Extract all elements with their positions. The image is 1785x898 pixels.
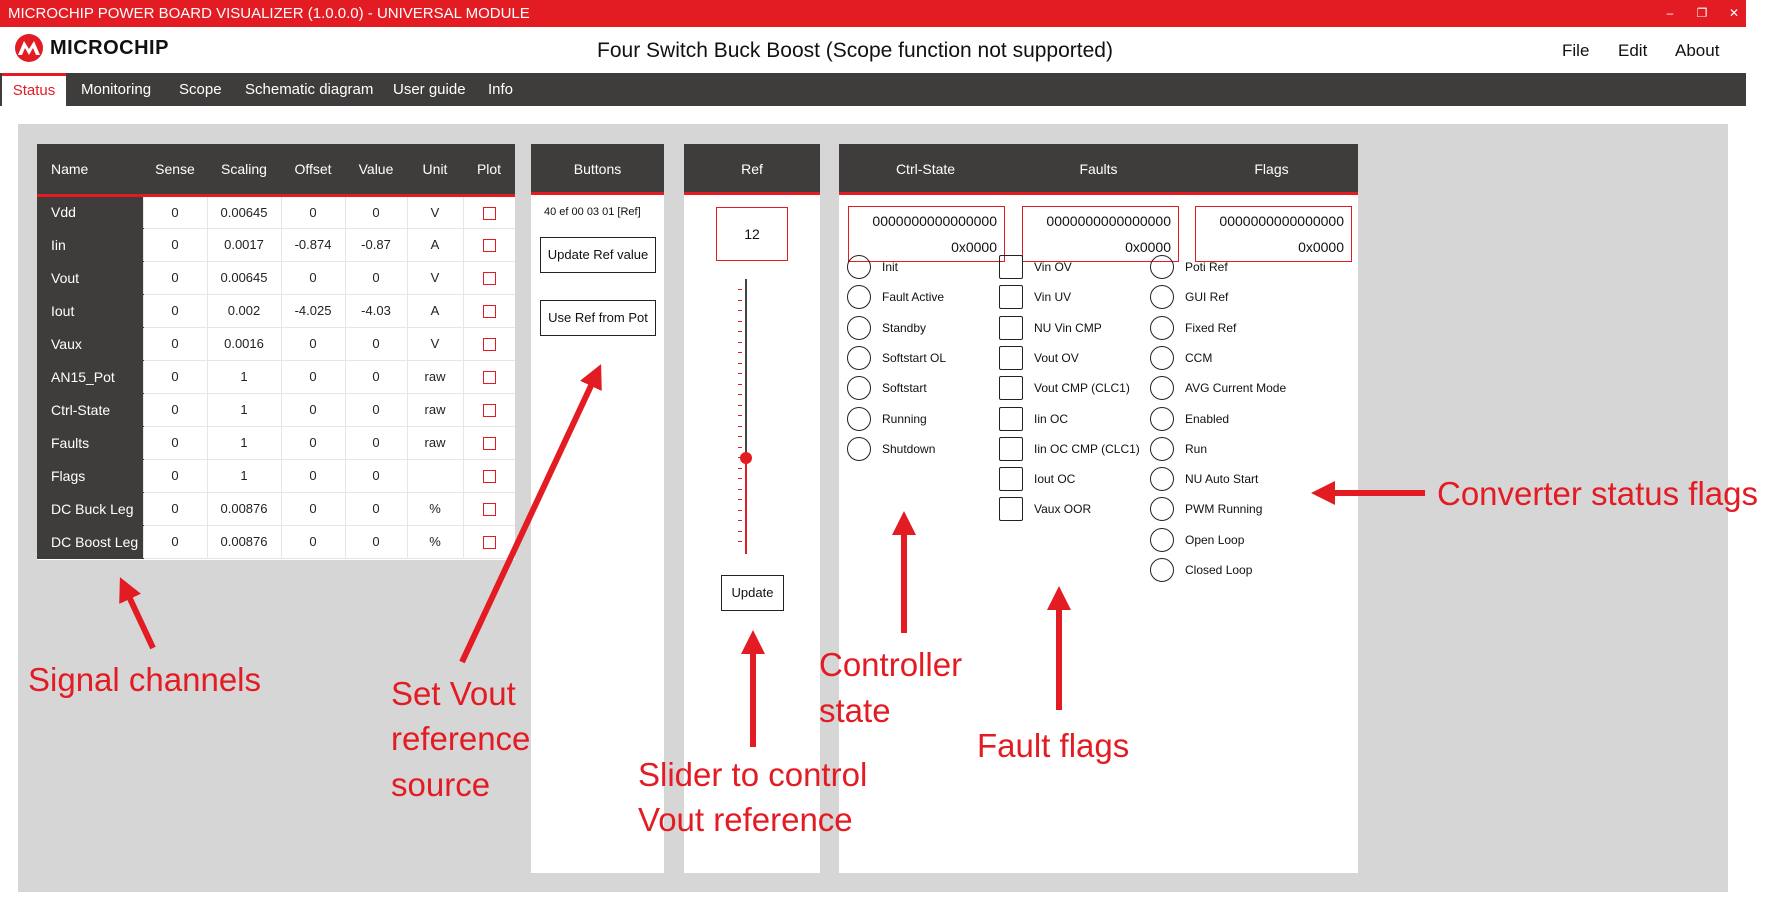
menu-edit[interactable]: Edit xyxy=(1618,41,1648,60)
col-sense: Sense xyxy=(143,144,207,195)
table-row xyxy=(37,294,515,327)
plot-checkbox[interactable] xyxy=(483,371,496,384)
signal-name: Vdd xyxy=(37,195,143,228)
ctrl-state-hex: 0x0000 xyxy=(951,239,997,255)
annotation-slider-line2: Vout reference xyxy=(638,801,853,838)
restore-icon[interactable]: ❐ xyxy=(1696,6,1708,20)
annotation-slider-line1: Slider to control xyxy=(638,756,868,793)
ctrl-state-bits: 0000000000000000 xyxy=(872,213,997,229)
fault-label: Vin UV xyxy=(1034,290,1072,305)
ctrl-state-item xyxy=(847,315,926,341)
signal-unit: raw xyxy=(407,393,463,426)
signal-unit xyxy=(407,459,463,492)
fault-item xyxy=(999,284,1071,310)
signal-plot-cell xyxy=(463,492,515,525)
fault-item xyxy=(999,254,1072,280)
ctrl-state-item xyxy=(847,345,946,371)
ctrl-state-item xyxy=(847,375,927,401)
slider-tick xyxy=(738,373,742,374)
fault-checkbox-icon xyxy=(999,346,1023,370)
slider-tick xyxy=(738,289,742,290)
ctrl-state-indicator-icon xyxy=(847,437,871,461)
flag-item xyxy=(1150,527,1244,553)
slider-tick xyxy=(738,405,742,406)
signal-unit: V xyxy=(407,195,463,228)
slider-tick xyxy=(738,342,742,343)
signal-value: 0 xyxy=(345,393,407,426)
flag-indicator-icon xyxy=(1150,558,1174,582)
signal-scaling: 0.00876 xyxy=(207,492,281,525)
ref-command-text: 40 ef 00 03 01 [Ref] xyxy=(544,206,641,218)
slider-tick xyxy=(738,426,742,427)
flags-hex: 0x0000 xyxy=(1298,239,1344,255)
fault-checkbox-icon xyxy=(999,467,1023,491)
fault-label: Iin OC xyxy=(1034,411,1069,426)
signal-unit: A xyxy=(407,228,463,261)
plot-checkbox[interactable] xyxy=(483,338,496,351)
signal-plot-cell xyxy=(463,294,515,327)
flag-label: Closed Loop xyxy=(1185,563,1253,577)
flag-label: CCM xyxy=(1185,350,1213,365)
fault-item xyxy=(999,436,1140,462)
signal-unit: A xyxy=(407,294,463,327)
flag-label: Fixed Ref xyxy=(1185,320,1237,335)
fault-label: NU Vin CMP xyxy=(1034,320,1102,335)
annotation-controller-line1: Controller xyxy=(819,646,963,683)
signal-offset: 0 xyxy=(281,360,345,393)
signal-scaling: 0.002 xyxy=(207,294,281,327)
signal-offset: 0 xyxy=(281,525,345,558)
signal-plot-cell xyxy=(463,426,515,459)
fault-checkbox-icon xyxy=(999,255,1023,279)
status-flags-header xyxy=(839,144,1358,195)
fault-label: Vaux OOR xyxy=(1034,502,1092,517)
signal-name: AN15_Pot xyxy=(37,360,143,393)
fault-label: Vout OV xyxy=(1034,350,1079,365)
signal-sense: 0 xyxy=(143,525,207,558)
tab-schematic-diagram[interactable]: Schematic diagram xyxy=(245,81,374,98)
ctrl-state-item xyxy=(847,436,935,462)
fault-checkbox-icon xyxy=(999,497,1023,521)
signal-value: 0 xyxy=(345,525,407,558)
ctrl-state-indicator-icon xyxy=(847,407,871,431)
ref-panel-title: Ref xyxy=(684,144,820,195)
menu-file[interactable]: File xyxy=(1562,41,1590,60)
signal-value: 0 xyxy=(345,195,407,228)
slider-track-upper xyxy=(745,279,747,458)
tab-bar xyxy=(0,73,1746,106)
signal-scaling: 0.00645 xyxy=(207,195,281,228)
signal-offset: 0 xyxy=(281,261,345,294)
flag-label: Open Loop xyxy=(1185,532,1245,547)
flag-item xyxy=(1150,254,1228,280)
signal-offset: 0 xyxy=(281,459,345,492)
signal-sense: 0 xyxy=(143,228,207,261)
menu-about[interactable]: About xyxy=(1675,41,1720,60)
signal-offset: 0 xyxy=(281,393,345,426)
flag-label: NU Auto Start xyxy=(1185,472,1259,487)
signal-unit: raw xyxy=(407,360,463,393)
ctrl-state-label: Running xyxy=(882,411,927,426)
update-ref-value-button[interactable]: Update Ref value xyxy=(540,237,656,273)
buttons-panel-title: Buttons xyxy=(531,144,664,195)
tab-info[interactable]: Info xyxy=(488,81,514,98)
signal-sense: 0 xyxy=(143,294,207,327)
table-row xyxy=(37,393,515,426)
flag-label: Enabled xyxy=(1185,411,1230,426)
signal-offset: 0 xyxy=(281,327,345,360)
slider-tick xyxy=(738,415,742,416)
signal-unit: V xyxy=(407,327,463,360)
flag-item xyxy=(1150,315,1236,341)
close-icon[interactable]: ✕ xyxy=(1728,6,1740,20)
plot-checkbox[interactable] xyxy=(483,404,496,417)
slider-tick xyxy=(738,321,742,322)
table-row xyxy=(37,492,515,525)
signal-offset: 0 xyxy=(281,426,345,459)
annotation-set-vout-line3: source xyxy=(391,766,491,803)
slider-tick xyxy=(738,499,742,500)
signal-unit: V xyxy=(407,261,463,294)
slider-tick xyxy=(738,489,742,490)
fault-item xyxy=(999,496,1091,522)
signal-name: Vaux xyxy=(37,327,143,360)
slider-tick xyxy=(738,300,742,301)
use-ref-from-pot-button[interactable]: Use Ref from Pot xyxy=(540,300,656,336)
signal-scaling: 0.00876 xyxy=(207,525,281,558)
signal-table xyxy=(37,144,515,560)
window-title: MICROCHIP POWER BOARD VISUALIZER (1.0.0.0) - UNIVERSAL MODULE xyxy=(8,5,530,22)
ctrl-state-label: Fault Active xyxy=(882,290,945,305)
signal-value: 0 xyxy=(345,360,407,393)
flag-item xyxy=(1150,496,1262,522)
signal-plot-cell xyxy=(463,195,515,228)
ctrl-state-label: Init xyxy=(882,260,899,274)
signal-scaling: 0.00645 xyxy=(207,261,281,294)
signal-scaling: 1 xyxy=(207,426,281,459)
plot-checkbox[interactable] xyxy=(483,536,496,549)
signal-unit: raw xyxy=(407,426,463,459)
slider-tick xyxy=(738,363,742,364)
ctrl-state-item xyxy=(847,254,898,280)
table-row xyxy=(37,426,515,459)
signal-scaling: 1 xyxy=(207,459,281,492)
flag-label: Poti Ref xyxy=(1185,260,1228,274)
table-row xyxy=(37,327,515,360)
annotation-set-vout-line2: reference xyxy=(391,720,531,757)
signal-plot-cell xyxy=(463,525,515,558)
ctrl-state-item xyxy=(847,284,944,310)
ref-value-display: 12 xyxy=(716,207,788,261)
signal-sense: 0 xyxy=(143,459,207,492)
slider-tick xyxy=(738,478,742,479)
ctrl-state-title: Ctrl-State xyxy=(895,161,956,177)
signal-plot-cell xyxy=(463,360,515,393)
slider-track-lower xyxy=(745,458,747,554)
faults-hex: 0x0000 xyxy=(1125,239,1171,255)
flag-item xyxy=(1150,375,1286,401)
faults-title: Faults xyxy=(1079,161,1118,177)
flag-item xyxy=(1150,284,1228,310)
signal-unit: % xyxy=(407,525,463,558)
signal-sense: 0 xyxy=(143,327,207,360)
col-offset: Offset xyxy=(281,144,345,195)
ctrl-state-indicator-icon xyxy=(847,316,871,340)
ctrl-state-indicator-icon xyxy=(847,285,871,309)
flag-item xyxy=(1150,345,1212,371)
flag-indicator-icon xyxy=(1150,376,1174,400)
signal-sense: 0 xyxy=(143,492,207,525)
table-row xyxy=(37,261,515,294)
signal-scaling: 1 xyxy=(207,393,281,426)
slider-tick xyxy=(738,447,742,448)
signal-offset: 0 xyxy=(281,492,345,525)
fault-item xyxy=(999,466,1075,492)
signal-value: 0 xyxy=(345,426,407,459)
table-row xyxy=(37,228,515,261)
app-header xyxy=(0,27,1746,73)
fault-item xyxy=(999,406,1068,432)
signal-plot-cell xyxy=(463,393,515,426)
ctrl-state-label: Shutdown xyxy=(882,441,936,456)
fault-item xyxy=(999,375,1130,401)
signal-unit: % xyxy=(407,492,463,525)
signal-name: Vout xyxy=(37,261,143,294)
signal-offset: 0 xyxy=(281,195,345,228)
plot-checkbox[interactable] xyxy=(483,239,496,252)
annotation-set-vout-line1: Set Vout xyxy=(391,675,516,712)
flag-item xyxy=(1150,406,1229,432)
signal-value: -0.87 xyxy=(345,228,407,261)
signal-name: Flags xyxy=(37,459,143,492)
col-unit: Unit xyxy=(407,144,463,195)
flag-indicator-icon xyxy=(1150,528,1174,552)
slider-tick xyxy=(738,541,742,542)
flag-label: GUI Ref xyxy=(1185,290,1229,305)
signal-plot-cell xyxy=(463,261,515,294)
signal-value: 0 xyxy=(345,492,407,525)
slider-tick xyxy=(738,520,742,521)
fault-item xyxy=(999,315,1102,341)
slider-tick xyxy=(738,468,742,469)
fault-checkbox-icon xyxy=(999,285,1023,309)
signal-value: 0 xyxy=(345,459,407,492)
signal-scaling: 1 xyxy=(207,360,281,393)
signal-plot-cell xyxy=(463,459,515,492)
ctrl-state-item xyxy=(847,406,927,432)
tab-status[interactable]: Status xyxy=(2,73,66,106)
tab-monitoring[interactable]: Monitoring xyxy=(81,81,152,98)
fault-item xyxy=(999,345,1079,371)
slider-tick xyxy=(738,531,742,532)
annotation-signal-channels: Signal channels xyxy=(28,661,261,698)
plot-checkbox[interactable] xyxy=(483,503,496,516)
slider-tick xyxy=(738,384,742,385)
flag-item xyxy=(1150,436,1207,462)
slider-tick xyxy=(738,310,742,311)
ctrl-state-indicator-icon xyxy=(847,346,871,370)
col-plot: Plot xyxy=(463,144,515,195)
col-name: Name xyxy=(37,144,143,195)
table-row xyxy=(37,195,515,228)
signal-offset: -4.025 xyxy=(281,294,345,327)
tab-user-guide[interactable]: User guide xyxy=(393,81,466,98)
ctrl-state-indicator-icon xyxy=(847,376,871,400)
page-title: Four Switch Buck Boost (Scope function not supported) xyxy=(597,39,1113,62)
table-row xyxy=(37,459,515,492)
fault-checkbox-icon xyxy=(999,316,1023,340)
plot-checkbox[interactable] xyxy=(483,305,496,318)
minimize-icon[interactable]: – xyxy=(1666,6,1674,20)
slider-tick xyxy=(738,436,742,437)
table-row xyxy=(37,525,515,558)
slider-tick xyxy=(738,352,742,353)
flag-indicator-icon xyxy=(1150,437,1174,461)
signal-name: Ctrl-State xyxy=(37,393,143,426)
plot-checkbox[interactable] xyxy=(483,437,496,450)
signal-value: 0 xyxy=(345,261,407,294)
signal-name: Iin xyxy=(37,228,143,261)
signal-plot-cell xyxy=(463,327,515,360)
fault-checkbox-icon xyxy=(999,376,1023,400)
fault-checkbox-icon xyxy=(999,437,1023,461)
signal-name: Iout xyxy=(37,294,143,327)
plot-checkbox[interactable] xyxy=(483,470,496,483)
flag-indicator-icon xyxy=(1150,467,1174,491)
signal-offset: -0.874 xyxy=(281,228,345,261)
col-value: Value xyxy=(345,144,407,195)
fault-label: Iout OC xyxy=(1034,472,1076,487)
signal-plot-cell xyxy=(463,228,515,261)
slider-tick xyxy=(738,394,742,395)
ref-update-button[interactable]: Update xyxy=(721,575,784,611)
flag-item xyxy=(1150,557,1252,583)
logo-text: MICROCHIP xyxy=(50,36,169,59)
flag-label: Run xyxy=(1185,441,1208,456)
signal-name: Faults xyxy=(37,426,143,459)
table-row xyxy=(37,360,515,393)
faults-bits: 0000000000000000 xyxy=(1046,213,1171,229)
flags-title: Flags xyxy=(1254,161,1289,177)
plot-checkbox[interactable] xyxy=(483,272,496,285)
signal-sense: 0 xyxy=(143,195,207,228)
slider-thumb[interactable] xyxy=(740,452,752,464)
flag-indicator-icon xyxy=(1150,316,1174,340)
fault-label: Vin OV xyxy=(1034,260,1072,274)
fault-label: Vout CMP (CLC1) xyxy=(1034,381,1130,396)
ctrl-state-label: Softstart OL xyxy=(882,350,947,365)
flag-indicator-icon xyxy=(1150,497,1174,521)
flag-indicator-icon xyxy=(1150,255,1174,279)
signal-sense: 0 xyxy=(143,426,207,459)
signal-sense: 0 xyxy=(143,393,207,426)
flag-label: AVG Current Mode xyxy=(1185,381,1287,396)
flag-indicator-icon xyxy=(1150,346,1174,370)
fault-checkbox-icon xyxy=(999,407,1023,431)
fault-label: Iin OC CMP (CLC1) xyxy=(1034,441,1140,456)
signal-name: DC Boost Leg xyxy=(37,525,143,558)
signal-name: DC Buck Leg xyxy=(37,492,143,525)
col-scaling: Scaling xyxy=(207,144,281,195)
plot-checkbox[interactable] xyxy=(483,207,496,220)
signal-scaling: 0.0016 xyxy=(207,327,281,360)
ctrl-state-label: Softstart xyxy=(882,381,927,396)
ctrl-state-indicator-icon xyxy=(847,255,871,279)
signal-value: -4.03 xyxy=(345,294,407,327)
flag-label: PWM Running xyxy=(1185,502,1263,517)
signal-sense: 0 xyxy=(143,261,207,294)
window-titlebar xyxy=(0,0,1746,27)
slider-tick xyxy=(738,331,742,332)
annotation-fault-flags: Fault flags xyxy=(977,727,1130,764)
flag-item xyxy=(1150,466,1258,492)
annotation-controller-line2: state xyxy=(819,692,891,729)
signal-scaling: 0.0017 xyxy=(207,228,281,261)
ctrl-state-label: Standby xyxy=(882,320,927,335)
slider-tick xyxy=(738,510,742,511)
signal-value: 0 xyxy=(345,327,407,360)
tab-scope[interactable]: Scope xyxy=(179,81,222,98)
flag-indicator-icon xyxy=(1150,407,1174,431)
signal-sense: 0 xyxy=(143,360,207,393)
flags-bits: 0000000000000000 xyxy=(1219,213,1344,229)
annotation-converter-status-flags: Converter status flags xyxy=(1437,475,1758,512)
flag-indicator-icon xyxy=(1150,285,1174,309)
